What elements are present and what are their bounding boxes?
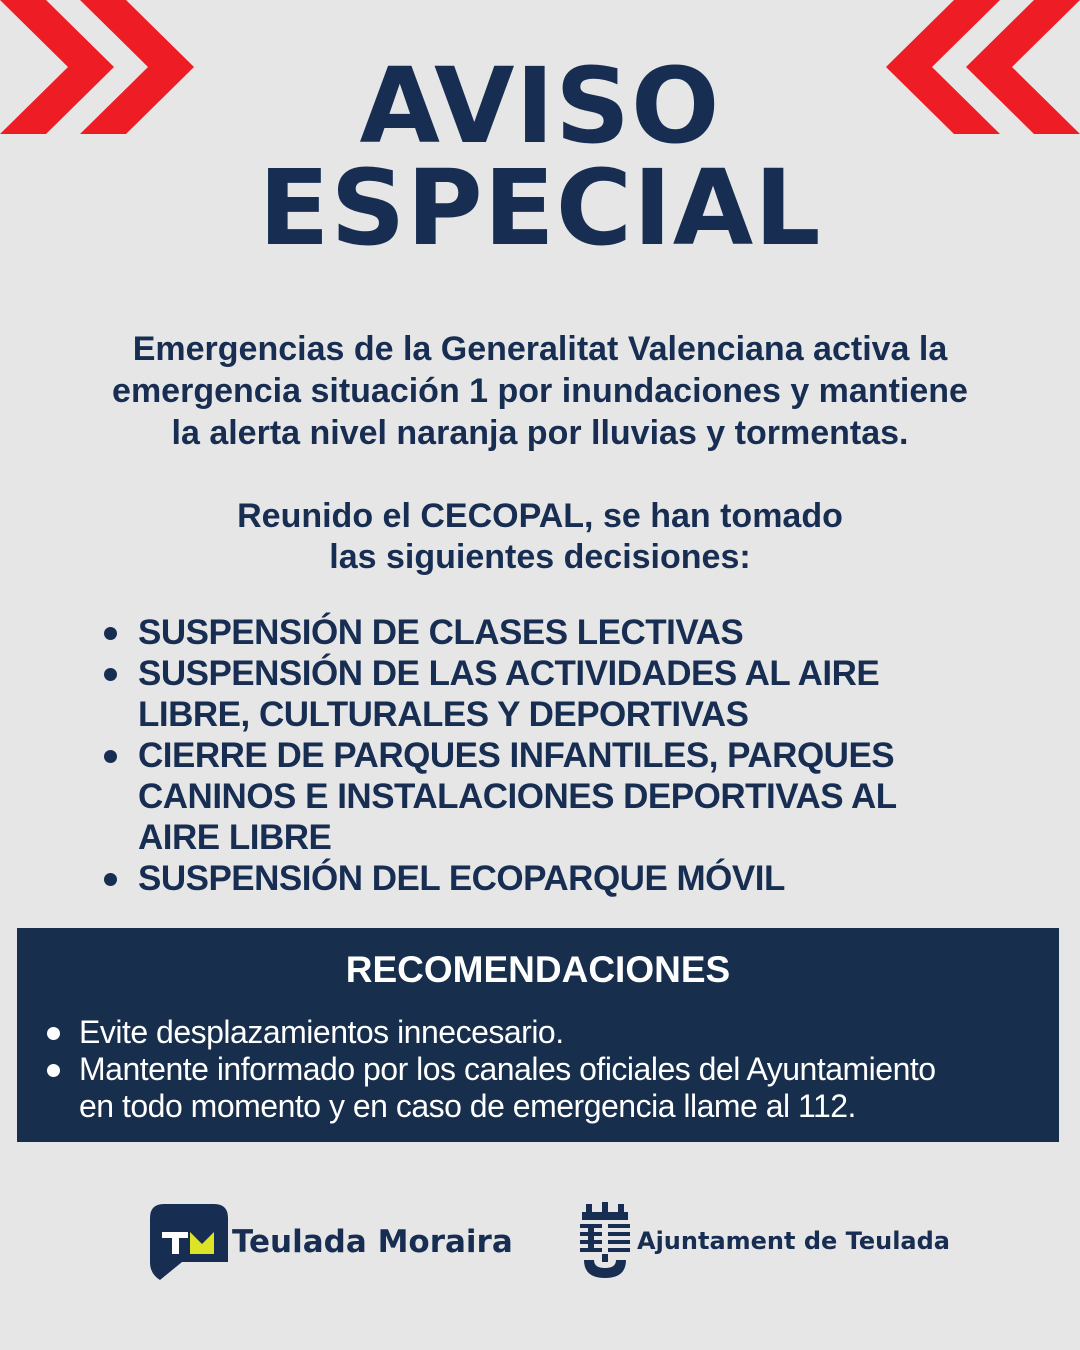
- decision-item: [100, 735, 1000, 858]
- bullet-icon: [104, 873, 117, 886]
- decision-text: CANINOS E INSTALACIONES DEPORTIVAS AL: [138, 777, 897, 816]
- recommendation-text: en todo momento y en caso de emergencia llame al 112.: [79, 1088, 856, 1124]
- coat-of-arms-icon: [578, 1202, 632, 1280]
- decisions-list: [100, 612, 1000, 899]
- intro-line: la alerta nivel naranja por lluvias y tormentas.: [171, 414, 909, 452]
- teulada-moraira-logo-icon: [150, 1204, 228, 1280]
- decision-text: SUSPENSIÓN DEL ECOPARQUE MÓVIL: [138, 859, 785, 898]
- recommendation-text: Evite desplazamientos innecesario.: [79, 1014, 564, 1050]
- decision-item: [100, 858, 1000, 899]
- decision-text: LIBRE, CULTURALES Y DEPORTIVAS: [138, 695, 749, 734]
- recommendations-panel: [17, 928, 1059, 1142]
- decision-item: [100, 612, 1000, 653]
- bullet-icon: [47, 1027, 60, 1040]
- bullet-icon: [104, 627, 117, 640]
- decisions-intro-line: Reunido el CECOPAL, se han tomado: [237, 497, 843, 535]
- title-line-1: AVISO: [359, 45, 721, 167]
- bullet-icon: [104, 668, 117, 681]
- decision-text: SUSPENSIÓN DE CLASES LECTIVAS: [138, 613, 744, 652]
- intro-line: emergencia situación 1 por inundaciones y mantiene: [112, 372, 968, 410]
- recommendation-item: [43, 1051, 1043, 1125]
- decision-text: SUSPENSIÓN DE LAS ACTIVIDADES AL AIRE: [138, 654, 880, 693]
- decisions-intro-line: las siguientes decisiones:: [329, 538, 751, 576]
- teulada-moraira-brand: Teulada Moraira: [232, 1224, 513, 1260]
- recommendation-text: Mantente informado por los canales oficiales del Ayuntamiento: [79, 1051, 936, 1087]
- decision-item: [100, 653, 1000, 735]
- recommendations-list: [43, 1014, 1043, 1125]
- bullet-icon: [47, 1064, 60, 1077]
- intro-paragraph: [40, 328, 1040, 454]
- decision-text: AIRE LIBRE: [138, 818, 332, 857]
- decisions-intro: [140, 496, 940, 578]
- ajuntament-brand: Ajuntament de Teulada: [637, 1227, 950, 1255]
- intro-line: Emergencias de la Generalitat Valenciana activa la: [132, 330, 948, 368]
- recommendations-title: RECOMENDACIONES: [345, 949, 731, 990]
- decision-text: CIERRE DE PARQUES INFANTILES, PARQUES: [138, 736, 895, 775]
- bullet-icon: [104, 750, 117, 763]
- title-line-2: ESPECIAL: [258, 147, 822, 269]
- recommendation-item: [43, 1014, 1043, 1051]
